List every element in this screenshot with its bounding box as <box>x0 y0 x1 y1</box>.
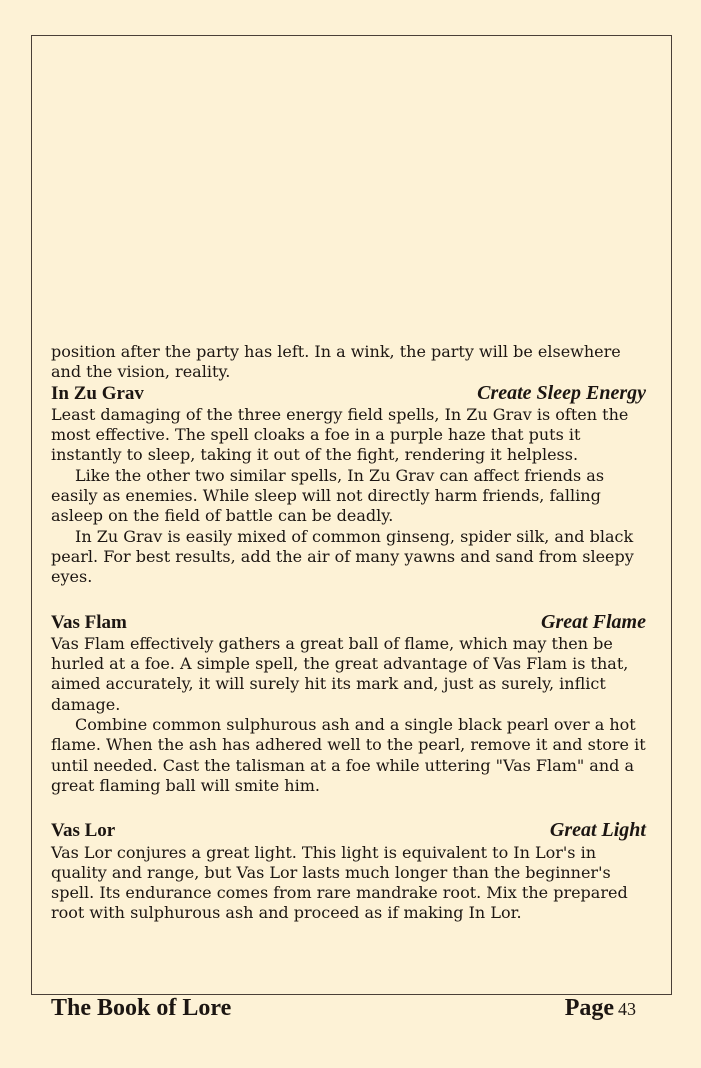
spell-paragraph: Combine common sulphurous ash and a single black pearl over a hot flame. When the ash has adhered well to the pearl, remove it and store it until needed. Cast the talisman at a foe while uttering "Vas Flam" and a great flaming ball will smite him. <box>51 715 646 795</box>
book-title: The Book of Lore <box>51 995 232 1021</box>
spell-paragraph: Vas Lor conjures a great light. This light is equivalent to In Lor's in quality and range, but Vas Lor lasts much longer than the beginner's spell. Its endurance comes from rare mandrake root. Mix the prepared root with sulphurous ash and proceed as if making In Lor. <box>51 842 628 923</box>
spell-in-zu-grav <box>51 383 646 588</box>
spell-paragraph: Like the other two similar spells, In Zu Grav can affect friends as easily as enemies. While sleep will not directly harm friends, falling asleep on the field of battle can be deadly. <box>51 465 605 526</box>
spell-paragraph: In Zu Grav is easily mixed of common ginseng, spider silk, and black pearl. For best results, add the air of many yawns and sand from sleepy eyes. <box>51 526 634 587</box>
spell-header <box>51 612 646 633</box>
page-number: 43 <box>618 999 636 1019</box>
intro-paragraph: position after the party has left. In a wink, the party will be elsewhere and the vision, reality. <box>51 342 621 382</box>
spell-name: In Zu Grav <box>51 382 144 404</box>
spell-vas-flam <box>51 612 646 797</box>
spell-translation: Great Flame <box>541 610 646 633</box>
page-label: Page <box>564 995 614 1021</box>
spell-name: Vas Flam <box>51 611 127 633</box>
spell-vas-lor <box>51 820 646 923</box>
spell-header <box>51 820 646 841</box>
spell-name: Vas Lor <box>51 820 116 842</box>
spell-header <box>51 383 646 404</box>
spell-translation: Great Light <box>549 819 646 842</box>
illustration-area <box>32 36 671 336</box>
page-number-block <box>565 995 636 1022</box>
spell-paragraph: Least damaging of the three energy field spells, In Zu Grav is often the most effective. The spell cloaks a foe in a purple haze that puts it instantly to sleep, taking it out of the fight, rendering it helpless. <box>51 404 629 465</box>
spell-translation: Create Sleep Energy <box>477 381 646 404</box>
spell-paragraph: Vas Flam effectively gathers a great ball of flame, which may then be hurled at a foe. A simple spell, the great advantage of Vas Flam is that, aimed accurately, it will surely hit its mark and, just as surely, inflict damage. <box>51 633 629 714</box>
page-content <box>51 342 646 924</box>
